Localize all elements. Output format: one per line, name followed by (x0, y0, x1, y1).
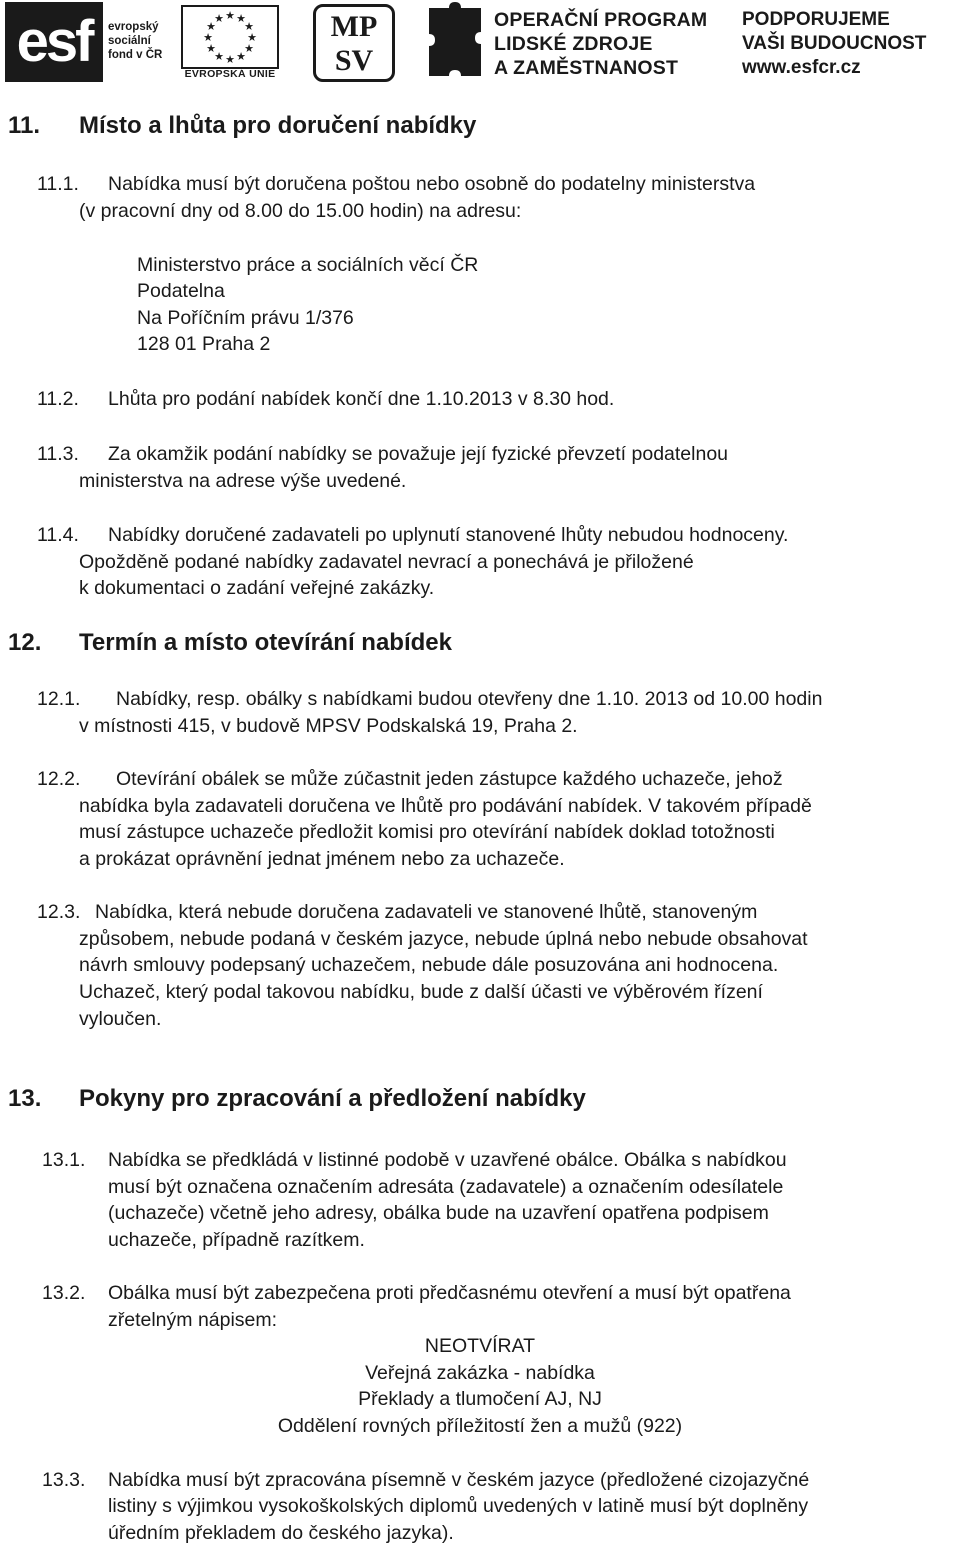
puzzle-logo-icon (425, 2, 485, 82)
inscription-line-2: Veřejná zakázka - nabídka (365, 1362, 595, 1384)
svg-text:★: ★ (236, 50, 246, 63)
para-11-3-line2: ministerstva na adrese výše uvedené. (79, 470, 407, 492)
address-line-2: Podatelna (137, 280, 225, 302)
eu-label: EVROPSKÁ UNIE (184, 68, 276, 80)
para-12-3-line5: vyloučen. (79, 1008, 162, 1030)
para-13-3-line2: listiny s výjimkou vysokoškolských diplomů uvedených v latině musí být doplněny (108, 1495, 809, 1517)
para-11-3-number: 11.3. (37, 443, 79, 465)
para-13-3-line1: Nabídka musí být zpracována písemně v českém jazyce (předložené cizojazyčné (108, 1469, 810, 1491)
address-line-3: Na Poříčním právu 1/376 (137, 307, 354, 329)
section-13-title: Pokyny pro zpracování a předložení nabídky (79, 1085, 586, 1112)
esf-logo: esf (5, 2, 103, 82)
para-11-1-number: 11.1. (37, 173, 79, 195)
svg-text:★: ★ (225, 9, 235, 22)
para-13-1-line2: musí být označena označením adresáta (zadavatele) a označením odesílatele (108, 1176, 784, 1198)
para-13-1-line1: Nabídka se předkládá v listinné podobě v uzavřené obálce. Obálka s nabídkou (108, 1149, 787, 1171)
para-11-4-line1: Nabídky doručené zadavateli po uplynutí stanovené lhůty nebudou hodnoceny. (108, 524, 789, 546)
para-11-4-line2: Opožděně podané nabídky zadavatel nevrací a ponechává je přiložené (79, 551, 694, 573)
para-11-3-line1: Za okamžik podání nabídky se považuje její fyzické převzetí podatelnou (108, 443, 729, 465)
para-11-1-line2: (v pracovní dny od 8.00 do 15.00 hodin) na adresu: (79, 200, 522, 222)
para-12-2-line4: a prokázat oprávnění jednat jménem nebo za uchazeče. (79, 848, 565, 870)
svg-text:★: ★ (236, 12, 246, 25)
svg-text:★: ★ (244, 20, 254, 33)
para-12-1-line1: Nabídky, resp. obálky s nabídkami budou otevřeny dne 1.10. 2013 od 10.00 hodin (116, 688, 823, 710)
para-13-2-line2: zřetelným nápisem: (108, 1309, 278, 1331)
esf-logo-text: evropský sociální fond v ČR (108, 21, 163, 61)
para-12-1-number: 12.1. (37, 688, 81, 710)
para-12-3-line1: Nabídka, která nebude doručena zadavateli ve stanovené lhůtě, stanoveným (95, 901, 758, 923)
para-13-2-line1: Obálka musí být zabezpečena proti předčasnému otevření a musí být opatřena (108, 1282, 791, 1304)
para-12-2-line3: musí zástupce uchazeče předložit komisi pro otevírání nabídek doklad totožnosti (79, 821, 775, 843)
para-12-3-line2: způsobem, nebude podaná v českém jazyce, nebude úplná nebo nebude obsahovat (79, 928, 808, 950)
support-slogan: PODPORUJEME VAŠI BUDOUCNOST www.esfcr.cz (742, 9, 927, 78)
para-11-1-line1: Nabídka musí být doručena poštou nebo osobně do podatelny ministerstva (108, 173, 756, 195)
para-12-2-number: 12.2. (37, 768, 81, 790)
mpsv-logo: MP SV (313, 4, 395, 82)
para-13-2-number: 13.2. (42, 1282, 86, 1304)
para-13-1-line3: (uchazeče) včetně jeho adresy, obálka bude na uzavření opatřena podpisem (108, 1202, 769, 1224)
op-program-name: OPERAČNÍ PROGRAM LIDSKÉ ZDROJE A ZAMĚSTNANOST (494, 9, 708, 79)
para-12-3-number: 12.3. (37, 901, 81, 923)
inscription-line-4: Oddělení rovných příležitostí žen a mužů (922) (277, 1415, 683, 1437)
svg-text:★: ★ (203, 31, 213, 44)
para-13-1-line4: uchazeče, případně razítkem. (108, 1229, 365, 1251)
para-11-2-line1: Lhůta pro podání nabídek končí dne 1.10.2013 v 8.30 hod. (108, 388, 615, 410)
para-11-4-number: 11.4. (37, 524, 79, 546)
svg-text:★: ★ (214, 50, 224, 63)
svg-text:★: ★ (214, 12, 224, 25)
address-line-4: 128 01 Praha 2 (137, 333, 271, 355)
inscription-line-1: NEOTVÍRAT (424, 1335, 536, 1357)
inscription-line-3: Překlady a tlumočení AJ, NJ (358, 1388, 602, 1410)
svg-text:★: ★ (206, 42, 216, 55)
para-12-3-line4: Uchazeč, který podal takovou nabídku, bude z další účasti ve výběrovém řízení (79, 981, 763, 1003)
para-12-2-line2: nabídka byla zadavateli doručena ve lhůtě pro podávání nabídek. V takovém případě (79, 795, 812, 817)
section-12-number: 12. (8, 629, 42, 656)
section-12-title: Termín a místo otevírání nabídek (79, 629, 452, 656)
address-line-1: Ministerstvo práce a sociálních věcí ČR (137, 254, 479, 276)
para-13-1-number: 13.1. (42, 1149, 86, 1171)
svg-text:★: ★ (247, 31, 257, 44)
para-11-2-number: 11.2. (37, 388, 79, 410)
para-13-3-number: 13.3. (42, 1469, 86, 1491)
para-13-3-line3: úředním překladem do českého jazyka). (108, 1522, 454, 1544)
svg-text:★: ★ (225, 53, 235, 66)
para-11-4-line3: k dokumentaci o zadání veřejné zakázky. (79, 577, 435, 599)
section-13-number: 13. (8, 1085, 42, 1112)
section-11-title: Místo a lhůta pro doručení nabídky (79, 112, 477, 139)
para-12-3-line3: návrh smlouvy podepsaný uchazečem, nebude dále posuzována ani hodnocena. (79, 954, 779, 976)
eu-stars-icon (183, 7, 277, 67)
svg-text:★: ★ (244, 42, 254, 55)
para-12-2-line1: Otevírání obálek se může zúčastnit jeden zástupce každého uchazeče, jehož (116, 768, 783, 790)
para-12-1-line2: v místnosti 415, v budově MPSV Podskalská 19, Praha 2. (79, 715, 578, 737)
svg-text:★: ★ (206, 20, 216, 33)
section-11-number: 11. (8, 112, 41, 139)
eu-flag-logo (181, 5, 279, 69)
